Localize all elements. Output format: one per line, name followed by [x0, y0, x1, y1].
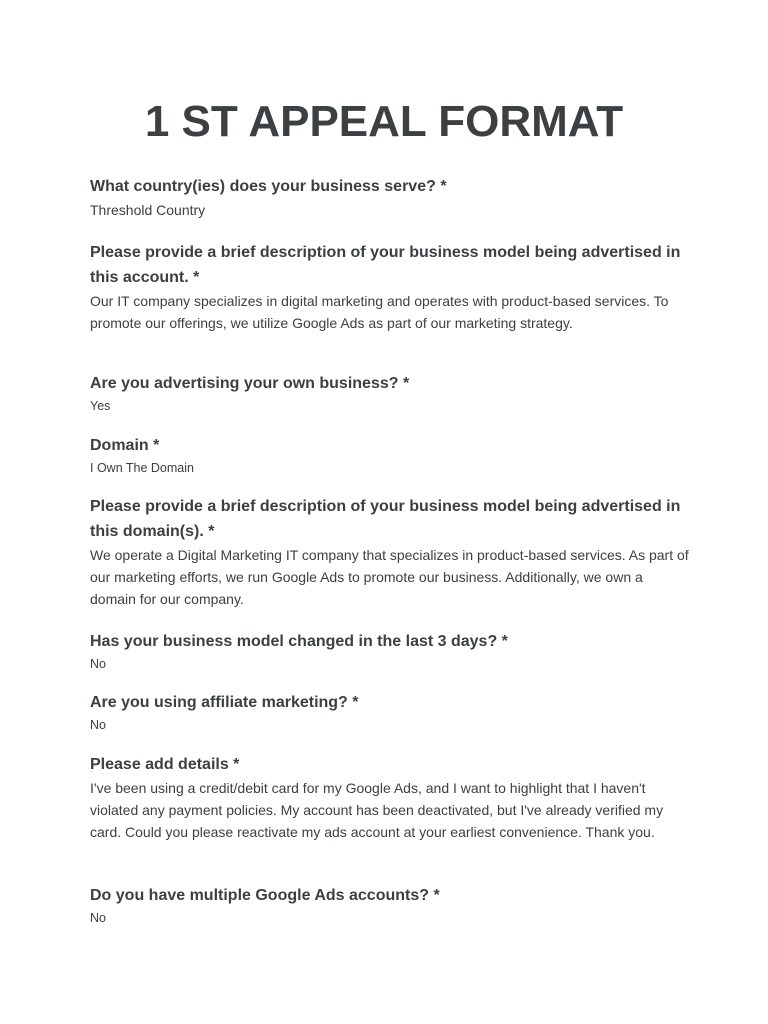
question-label: Please provide a brief description of your business model being advertised in this domain(s). * — [90, 498, 681, 540]
answer-text: No — [90, 911, 106, 925]
qa-item-business-model-changed — [90, 629, 690, 674]
question-label: Has your business model changed in the last 3 days? * — [90, 633, 508, 650]
question-label: Do you have multiple Google Ads accounts? * — [90, 887, 440, 904]
answer-text: Our IT company specializes in digital marketing and operates with product-based services. To promote our offerings, we utilize Google Ads as part of our marketing strategy. — [90, 293, 669, 331]
answer-text: Threshold Country — [90, 202, 206, 218]
question-label: Are you advertising your own business? * — [90, 375, 410, 392]
answer-text: No — [90, 718, 106, 732]
qa-item-account-business-model — [90, 240, 690, 334]
answer-text: Yes — [90, 399, 111, 413]
qa-item-domain — [90, 433, 690, 478]
qa-item-countries — [90, 174, 690, 221]
answer-text: No — [90, 657, 106, 671]
answer-text: I Own The Domain — [90, 461, 194, 475]
qa-item-own-business — [90, 371, 690, 416]
question-label: Domain * — [90, 437, 160, 454]
qa-item-domain-business-model — [90, 494, 690, 610]
qa-item-affiliate-marketing — [90, 690, 690, 735]
question-label: Are you using affiliate marketing? * — [90, 694, 359, 711]
qa-item-details — [90, 752, 690, 843]
answer-text: We operate a Digital Marketing IT company that specializes in product-based services. As part of our marketing efforts, we run Google Ads to promote our business. Additionally, we own a domain for our company. — [90, 547, 689, 607]
question-label: What country(ies) does your business serve? * — [90, 178, 447, 195]
question-label: Please provide a brief description of your business model being advertised in this account. * — [90, 244, 681, 286]
qa-item-multiple-accounts — [90, 883, 690, 928]
question-label: Please add details * — [90, 756, 240, 773]
answer-text: I've been using a credit/debit card for my Google Ads, and I want to highlight that I haven't violated any payment policies. My account has been deactivated, but I've already verified my card. Could you please reactivate my ads account at your earliest convenience. Thank you. — [90, 780, 664, 840]
document-title: 1 ST APPEAL FORMAT — [144, 97, 624, 146]
